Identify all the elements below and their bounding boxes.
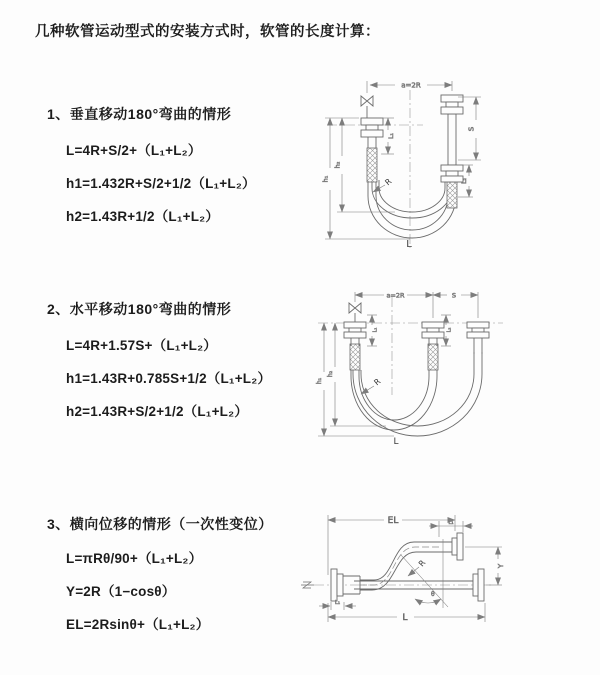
dim-s-label: S [451,291,457,300]
diagram-horizontal-180-bend [308,282,593,452]
length-label: L [393,437,399,447]
hose-s-curve [360,542,439,590]
dim-s-label: S [467,126,476,132]
valve-icon [349,303,361,322]
section-1-heading: 1、垂直移动180°弯曲的情形 [47,106,232,122]
section-3-formula-EL: EL=2Rsinθ+（L₁+L₂） [66,617,210,632]
diagram-lateral-displacement [298,505,598,645]
dim-y-label: Y [497,563,505,569]
dim-a2r-label: a=2R [386,291,405,300]
section-2-formula-h2: h2=1.43R+S/2+1/2（L₁+L₂） [66,404,249,419]
theta-label: θ [431,591,435,598]
dim-h2-label: h₂ [327,370,334,378]
page-title: 几种软管运动型式的安装方式时，软管的长度计算： [35,24,380,40]
section-1-formula-h1: h1=1.432R+S/2+1/2（L₁+L₂） [66,176,256,191]
dimension-l2 [441,315,453,346]
section-3-heading: 3、横向位移的情形（一次性变位） [47,516,273,532]
radius-label: R [383,176,394,188]
dim-el-label: EL [387,516,399,526]
dimension-l1-top [429,520,473,537]
dim-a2r-label: a=2R [401,81,421,90]
section-3-formula-Y: Y=2R（1−cosθ） [66,584,176,599]
section-2-formula-L: L=4R+1.57S+（L₁+L₂） [66,338,217,353]
dim-l1-left-label: L₁ [334,600,341,606]
dimension-s [433,292,478,300]
hose-curves [351,352,482,436]
valve-icon [361,96,373,118]
dim-l-label: L [402,613,408,623]
hose-curves [368,180,456,238]
dim-l2-label: L₂ [446,327,453,333]
section-1-formula-h2: h2=1.43R+1/2（L₁+L₂） [66,209,220,224]
section-3-formula-L: L=πRθ/90+（L₁+L₂） [66,551,203,566]
dimension-el [328,515,455,575]
dimension-h1 [316,323,394,436]
dimension-l1 [367,315,379,346]
break-symbol [301,582,314,588]
section-2-formula-h1: h1=1.43R+0.785S+1/2（L₁+L₂） [66,371,272,386]
dim-l2-label: L₂ [461,178,468,184]
center-lines [318,297,503,395]
section-1-formula-L: L=4R+S/2+（L₁+L₂） [66,143,202,158]
pipe-fittings [344,322,489,354]
dimension-l1-left [319,600,356,610]
angle-construction [401,539,448,608]
dim-l1-label: L₁ [388,133,395,139]
radius-label: R [372,376,383,388]
dimension-a2r [355,292,478,319]
dimension-y [465,547,505,585]
dimension-s [458,97,481,160]
section-2-heading: 2、水平移动180°弯曲的情形 [47,301,232,317]
diagram-vertical-180-bend [315,68,585,258]
dim-h1-label: h₁ [316,377,323,385]
radius-label: R [416,558,428,569]
dim-h2-label: h₂ [333,161,342,169]
hose-braid-hatch [350,344,438,370]
dim-h1-label: h₁ [321,175,330,183]
length-label: L [406,239,412,250]
dim-l1-top-label: L₁ [448,520,454,526]
dimension-a2r [367,81,452,93]
dim-l1-label: L₁ [372,327,379,333]
